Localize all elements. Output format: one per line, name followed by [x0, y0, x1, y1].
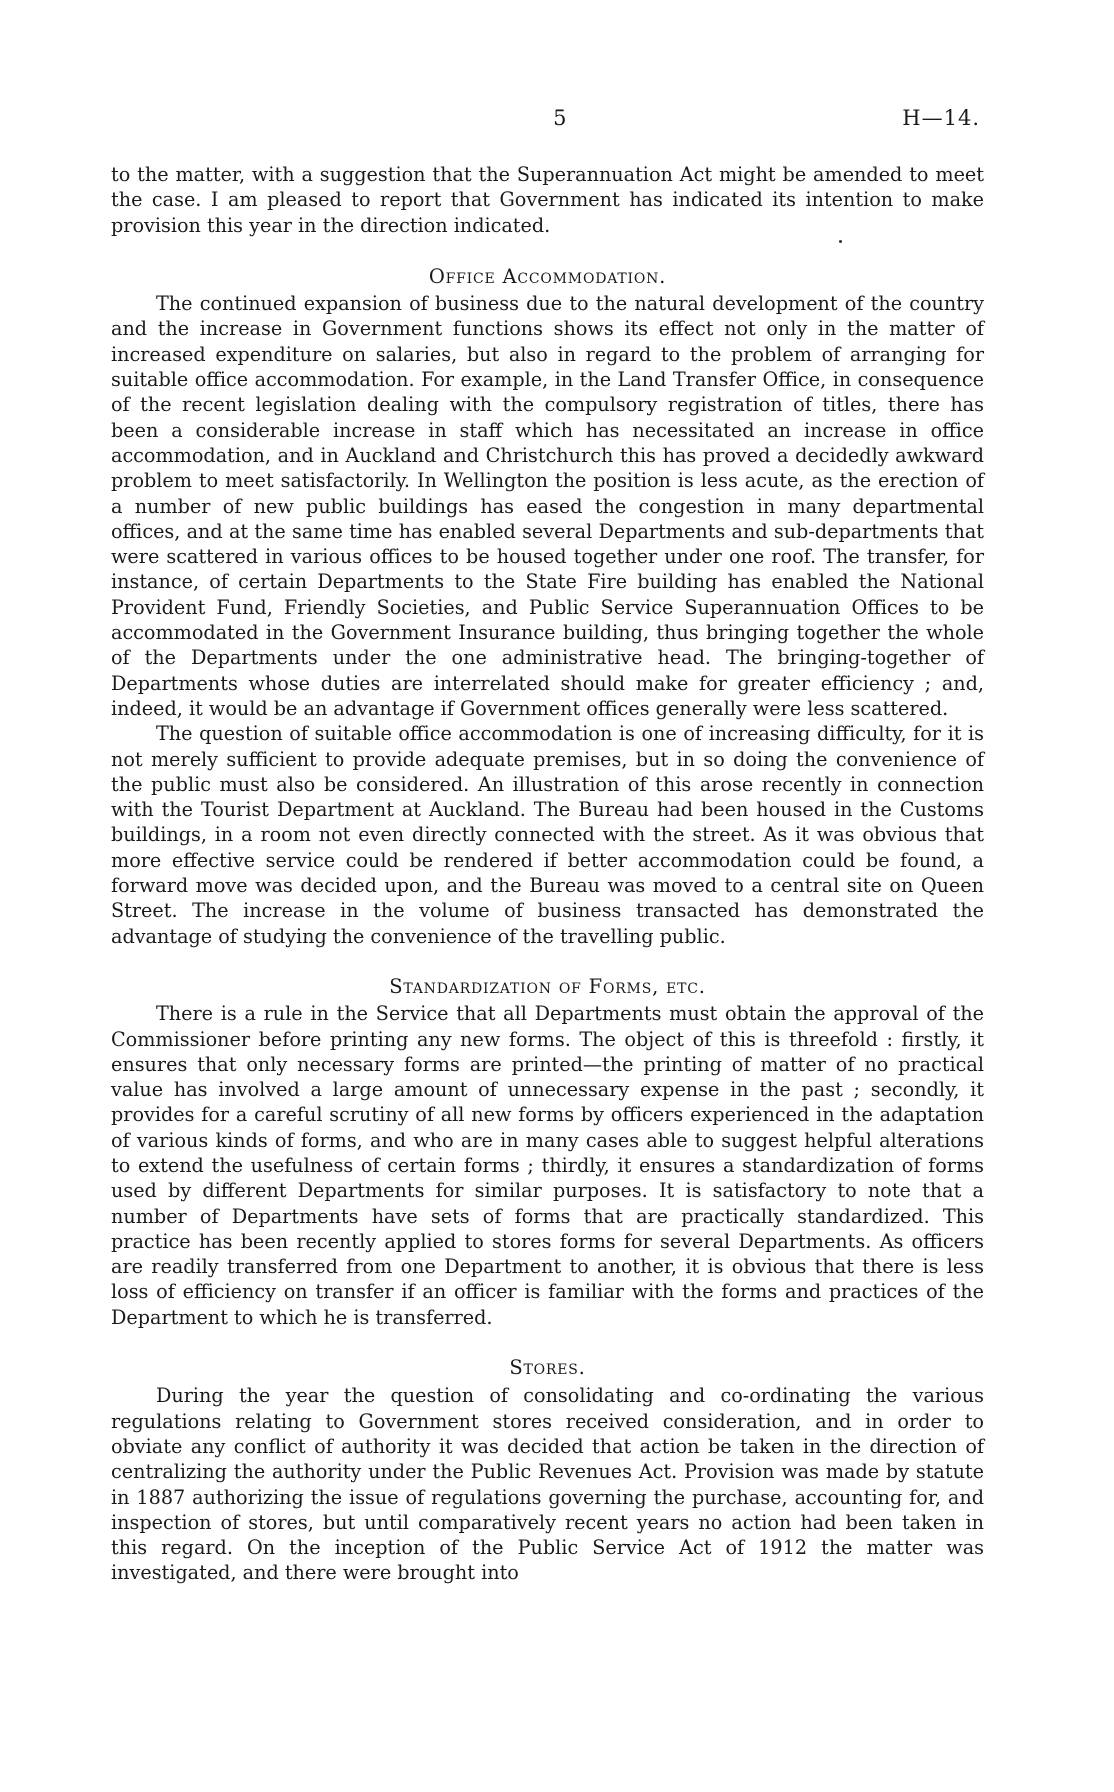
- intro-paragraph: to the matter, with a suggestion that the Superannuation Act might be amended to meet the case. I am pleased to report that Government has indicated its intention to make provision this year in the direction indicated.: [111, 163, 984, 237]
- page-number: 5: [553, 106, 567, 130]
- body-text: [111, 162, 984, 1586]
- office-accommodation-paragraph-2: The question of suitable office accommodation is one of increasing difficulty, for it is not merely sufficient to provide adequate premises, but in so doing the convenience of the public must also be considered. An illustration of this arose recently in connection with the Tourist Department at Auckland. The Bureau had been housed in the Customs buildings, in a room not even directly connected with the street. As it was obvious that more effective service could be rendered if better accommodation could be found, a forward move was decided upon, and the Bureau was moved to a central site on Queen Street. The increase in the volume of business transacted has demonstrated the advantage of studying the convenience of the travelling public.: [111, 722, 984, 948]
- standardization-heading: Standardization of Forms, etc.: [389, 974, 706, 998]
- office-accommodation-paragraph-1: The continued expansion of business due to the natural development of the country and the increase in Government functions shows its effect not only in the matter of increased expenditure on salaries, but also in regard to the problem of arranging for suitable office accommodation. For example, in the Land Transfer Office, in consequence of the recent legislation dealing with the compulsory registration of titles, there has been a considerable increase in staff which has necessitated an increase in office accommodation, and in Auckland and Christchurch this has proved a decidedly awkward problem to meet satisfactorily. In Wellington the position is less acute, as the erection of a number of new public buildings has eased the congestion in many departmental offices, and at the same time has enabled several Departments and sub-departments that were scattered in various offices to be housed together under one roof. The transfer, for instance, of certain Departments to the State Fire building has enabled the National Provident Fund, Friendly Societies, and Public Service Superannuation Offices to be accommodated in the Government Insurance building, thus bringing together the whole of the Departments under the one administrative head. The bringing-together of Departments whose duties are interrelated should make for greater efficiency ; and, indeed, it would be an advantage if Government offices generally were less scattered.: [111, 292, 984, 720]
- stores-paragraph-1: During the year the question of consolidating and co-ordinating the various regulations relating to Government stores received consideration, and in order to obviate any conflict of authority it was decided that action be taken in the direction of centralizing the authority under the Public Revenues Act. Provision was made by statute in 1887 authorizing the issue of regulations governing the purchase, accounting for, and inspection of stores, but until comparatively recent years no action had been taken in this regard. On the inception of the Public Service Act of 1912 the matter was investigated, and there were brought into: [111, 1384, 984, 1585]
- document-reference: H—14.: [902, 106, 980, 130]
- standardization-paragraph-1: There is a rule in the Service that all Departments must obtain the approval of the Commissioner before printing any new forms. The object of this is threefold : firstly, it ensures that only necessary forms are printed—the printing of matter of no practical value has involved a large amount of unnecessary expense in the past ; secondly, it provides for a careful scrutiny of all new forms by officers experienced in the adaptation of various kinds of forms, and who are in many cases able to suggest helpful alterations to extend the usefulness of certain forms ; thirdly, it ensures a standardization of forms used by different Departments for similar purposes. It is satisfactory to note that a number of Departments have sets of forms that are practically standardized. This practice has been recently applied to stores forms for several Departments. As officers are readily transferred from one Department to another, it is obvious that there is less loss of efficiency on transfer if an officer is familiar with the forms and practices of the Department to which he is transferred.: [111, 1002, 984, 1329]
- stores-heading: Stores.: [509, 1356, 586, 1380]
- office-accommodation-heading: Office Accommodation.: [428, 264, 667, 288]
